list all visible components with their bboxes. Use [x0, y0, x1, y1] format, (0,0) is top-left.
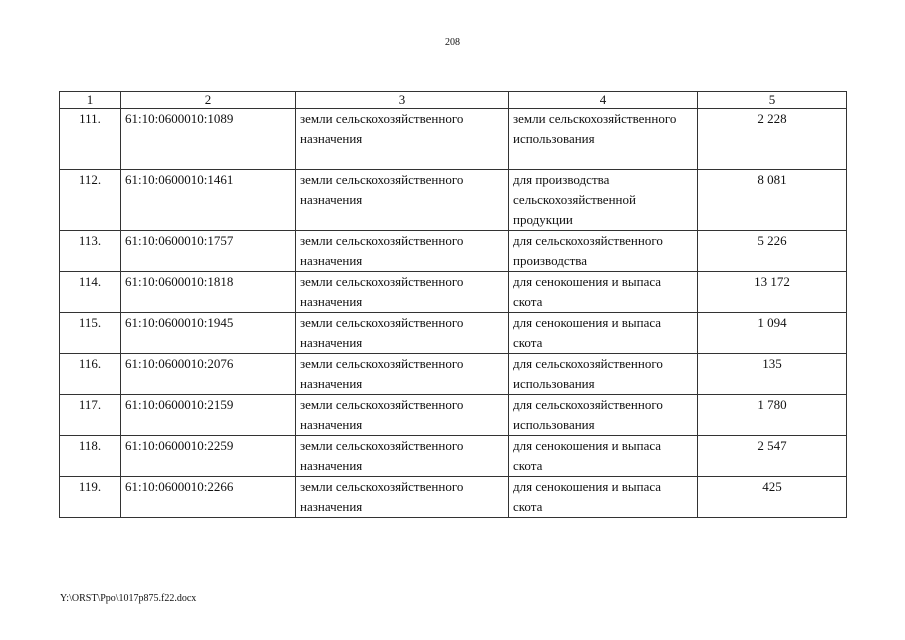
permitted-use: для сенокошения и выпаса скота — [509, 272, 698, 313]
cadastral-number: 61:10:0600010:2266 — [121, 477, 296, 518]
cadastral-number: 61:10:0600010:1089 — [121, 109, 296, 170]
permitted-use: для сенокошения и выпаса скота — [509, 436, 698, 477]
row-number: 117. — [60, 395, 121, 436]
row-number: 114. — [60, 272, 121, 313]
land-category: земли сельскохозяйственного назначения — [296, 395, 509, 436]
header-col-4: 4 — [509, 92, 698, 109]
land-category: земли сельскохозяйственного назначения — [296, 170, 509, 231]
row-number: 115. — [60, 313, 121, 354]
permitted-use: для сельскохозяйственного производства — [509, 231, 698, 272]
permitted-use: для сельскохозяйственного использования — [509, 354, 698, 395]
land-category: земли сельскохозяйственного назначения — [296, 313, 509, 354]
page-number: 208 — [445, 37, 460, 48]
permitted-use: для сенокошения и выпаса скота — [509, 477, 698, 518]
plot-area: 2 228 — [698, 109, 847, 170]
land-category: земли сельскохозяйственного назначения — [296, 354, 509, 395]
header-col-2: 2 — [121, 92, 296, 109]
table-row — [60, 313, 847, 354]
header-col-5: 5 — [698, 92, 847, 109]
cadastral-number: 61:10:0600010:1757 — [121, 231, 296, 272]
cadastral-number: 61:10:0600010:1818 — [121, 272, 296, 313]
table-row — [60, 272, 847, 313]
row-number: 118. — [60, 436, 121, 477]
table-row — [60, 436, 847, 477]
land-category: земли сельскохозяйственного назначения — [296, 109, 509, 170]
cadastral-number: 61:10:0600010:2159 — [121, 395, 296, 436]
header-col-1: 1 — [60, 92, 121, 109]
cadastral-number: 61:10:0600010:1945 — [121, 313, 296, 354]
plot-area: 1 094 — [698, 313, 847, 354]
footer-file-path: Y:\ORST\Ppo\1017p875.f22.docx — [60, 593, 197, 604]
plot-area: 13 172 — [698, 272, 847, 313]
row-number: 116. — [60, 354, 121, 395]
row-number: 111. — [60, 109, 121, 170]
plot-area: 8 081 — [698, 170, 847, 231]
plot-area: 2 547 — [698, 436, 847, 477]
header-col-3: 3 — [296, 92, 509, 109]
permitted-use: для сенокошения и выпаса скота — [509, 313, 698, 354]
cadastral-number: 61:10:0600010:2259 — [121, 436, 296, 477]
cadastral-number: 61:10:0600010:2076 — [121, 354, 296, 395]
table-row — [60, 231, 847, 272]
land-category: земли сельскохозяйственного назначения — [296, 272, 509, 313]
permitted-use: земли сельскохозяйственного использования — [509, 109, 698, 170]
land-category: земли сельскохозяйственного назначения — [296, 436, 509, 477]
table-row — [60, 477, 847, 518]
plot-area: 5 226 — [698, 231, 847, 272]
table-row — [60, 170, 847, 231]
plot-area: 1 780 — [698, 395, 847, 436]
row-number: 113. — [60, 231, 121, 272]
cadastral-number: 61:10:0600010:1461 — [121, 170, 296, 231]
table-row — [60, 395, 847, 436]
row-number: 112. — [60, 170, 121, 231]
plot-area: 135 — [698, 354, 847, 395]
permitted-use: для производства сельскохозяйственной продукции — [509, 170, 698, 231]
table-row — [60, 354, 847, 395]
permitted-use: для сельскохозяйственного использования — [509, 395, 698, 436]
land-category: земли сельскохозяйственного назначения — [296, 477, 509, 518]
land-plots-table — [59, 91, 847, 518]
plot-area: 425 — [698, 477, 847, 518]
table-row — [60, 109, 847, 170]
table-header-row — [60, 92, 847, 109]
land-category: земли сельскохозяйственного назначения — [296, 231, 509, 272]
row-number: 119. — [60, 477, 121, 518]
